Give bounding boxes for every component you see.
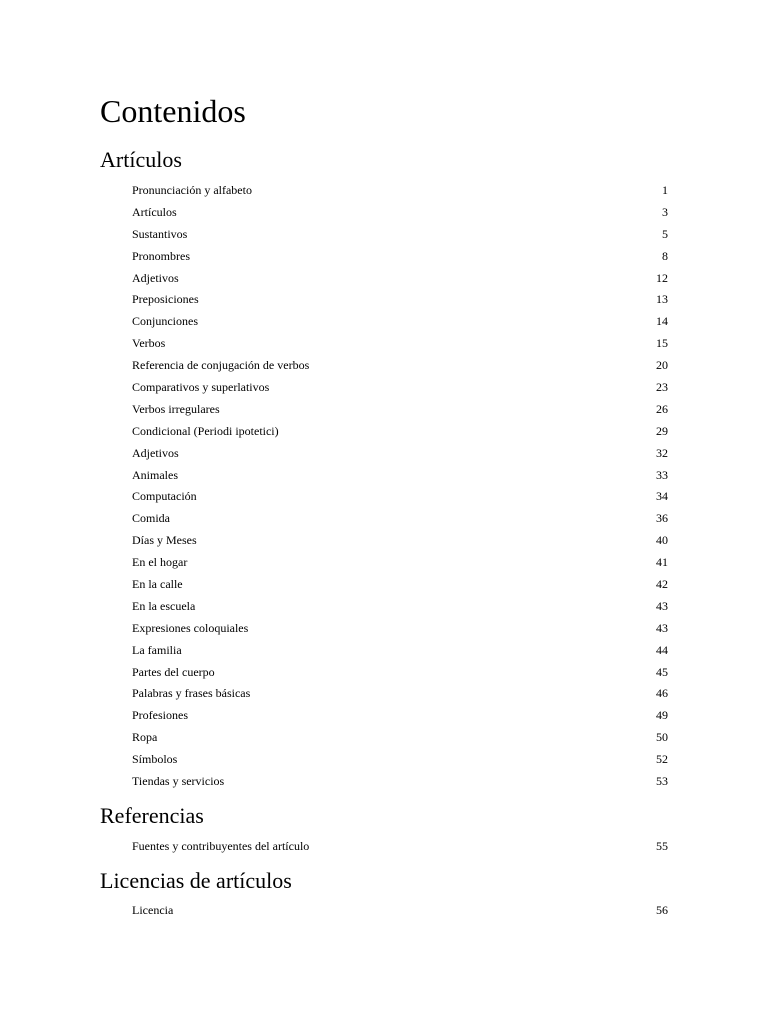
toc-entry[interactable] — [132, 617, 668, 639]
toc-entry-title: Comparativos y superlativos — [132, 379, 270, 394]
toc-entry-title: Condicional (Periodi ipotetici) — [132, 423, 279, 438]
toc-entry[interactable] — [132, 748, 668, 770]
toc-entry[interactable] — [132, 726, 668, 748]
toc-entry[interactable] — [132, 376, 668, 398]
toc-entry[interactable] — [132, 485, 668, 507]
toc-entry-page: 23 — [656, 379, 668, 394]
toc-entry-title: Palabras y frases básicas — [132, 686, 251, 701]
toc-entry-page: 56 — [656, 902, 668, 917]
toc-entry-page: 40 — [656, 533, 668, 548]
section-heading-licencias: Licencias de artículos — [100, 868, 292, 893]
toc-entry[interactable] — [132, 704, 668, 726]
toc-entry-title: Símbolos — [132, 752, 178, 767]
toc-entry-title: Artículos — [132, 204, 177, 219]
toc-list-articulos — [132, 179, 668, 792]
toc-entry-title: Expresiones coloquiales — [132, 620, 249, 635]
toc-entry-title: Profesiones — [132, 708, 188, 723]
toc-entry-page: 36 — [656, 511, 668, 526]
toc-entry[interactable] — [132, 573, 668, 595]
toc-entry-page: 42 — [656, 576, 668, 591]
toc-entry-page: 1 — [662, 182, 668, 197]
toc-entry-page: 8 — [662, 248, 668, 263]
toc-entry-page: 32 — [656, 445, 668, 460]
toc-entry[interactable] — [132, 464, 668, 486]
toc-entry[interactable] — [132, 899, 668, 921]
toc-entry-title: Fuentes y contribuyentes del artículo — [132, 838, 310, 853]
toc-entry[interactable] — [132, 551, 668, 573]
toc-list-licencias — [132, 899, 668, 921]
toc-entry[interactable] — [132, 310, 668, 332]
toc-entry-page: 13 — [656, 292, 668, 307]
toc-entry[interactable] — [132, 201, 668, 223]
toc-entry-page: 29 — [656, 423, 668, 438]
toc-entry[interactable] — [132, 595, 668, 617]
toc-entry-title: Conjunciones — [132, 314, 198, 329]
toc-entry[interactable] — [132, 354, 668, 376]
toc-entry[interactable] — [132, 639, 668, 661]
toc-entry-title: Computación — [132, 489, 197, 504]
toc-entry[interactable] — [132, 682, 668, 704]
toc-entry-title: En el hogar — [132, 555, 188, 570]
toc-entry[interactable] — [132, 332, 668, 354]
toc-entry-page: 26 — [656, 401, 668, 416]
toc-entry[interactable] — [132, 245, 668, 267]
toc-entry-page: 55 — [656, 838, 668, 853]
toc-entry-page: 49 — [656, 708, 668, 723]
toc-list-referencias — [132, 835, 668, 857]
page-title: Contenidos — [100, 93, 246, 129]
toc-entry[interactable] — [132, 661, 668, 683]
toc-entry[interactable] — [132, 442, 668, 464]
toc-entry-page: 50 — [656, 730, 668, 745]
toc-entry-title: Animales — [132, 467, 178, 482]
toc-entry-title: Días y Meses — [132, 533, 197, 548]
toc-entry-title: Pronunciación y alfabeto — [132, 182, 252, 197]
toc-entry-title: En la calle — [132, 576, 183, 591]
toc-entry[interactable] — [132, 529, 668, 551]
toc-entry-title: Ropa — [132, 730, 158, 745]
toc-entry-page: 52 — [656, 752, 668, 767]
toc-entry[interactable] — [132, 223, 668, 245]
toc-entry-page: 41 — [656, 555, 668, 570]
toc-entry-title: Verbos — [132, 336, 166, 351]
toc-entry[interactable] — [132, 420, 668, 442]
toc-entry-page: 12 — [656, 270, 668, 285]
toc-entry-page: 5 — [662, 226, 668, 241]
toc-entry-page: 14 — [656, 314, 668, 329]
toc-entry-title: Adjetivos — [132, 445, 179, 460]
toc-entry-page: 3 — [662, 204, 668, 219]
toc-entry-title: En la escuela — [132, 598, 196, 613]
toc-entry-page: 34 — [656, 489, 668, 504]
toc-entry-title: Tiendas y servicios — [132, 773, 225, 788]
toc-entry-title: Licencia — [132, 902, 174, 917]
toc-entry-title: Partes del cuerpo — [132, 664, 215, 679]
toc-entry-page: 45 — [656, 664, 668, 679]
toc-entry[interactable] — [132, 267, 668, 289]
toc-entry-page: 46 — [656, 686, 668, 701]
section-heading-referencias: Referencias — [100, 803, 204, 828]
toc-entry-title: Pronombres — [132, 248, 190, 263]
toc-entry-page: 33 — [656, 467, 668, 482]
toc-entry[interactable] — [132, 179, 668, 201]
toc-entry[interactable] — [132, 507, 668, 529]
toc-entry-page: 44 — [656, 642, 668, 657]
toc-entry[interactable] — [132, 770, 668, 792]
toc-entry-title: Verbos irregulares — [132, 401, 220, 416]
toc-entry-page: 43 — [656, 620, 668, 635]
toc-entry-page: 53 — [656, 773, 668, 788]
toc-entry[interactable] — [132, 398, 668, 420]
toc-entry-title: La familia — [132, 642, 182, 657]
toc-entry-page: 43 — [656, 598, 668, 613]
toc-entry[interactable] — [132, 835, 668, 857]
toc-entry[interactable] — [132, 288, 668, 310]
toc-entry-title: Sustantivos — [132, 226, 188, 241]
toc-entry-page: 20 — [656, 358, 668, 373]
toc-entry-page: 15 — [656, 336, 668, 351]
toc-entry-title: Preposiciones — [132, 292, 199, 307]
toc-entry-title: Comida — [132, 511, 170, 526]
section-heading-articulos: Artículos — [100, 147, 182, 172]
toc-entry-title: Referencia de conjugación de verbos — [132, 358, 310, 373]
toc-entry-title: Adjetivos — [132, 270, 179, 285]
